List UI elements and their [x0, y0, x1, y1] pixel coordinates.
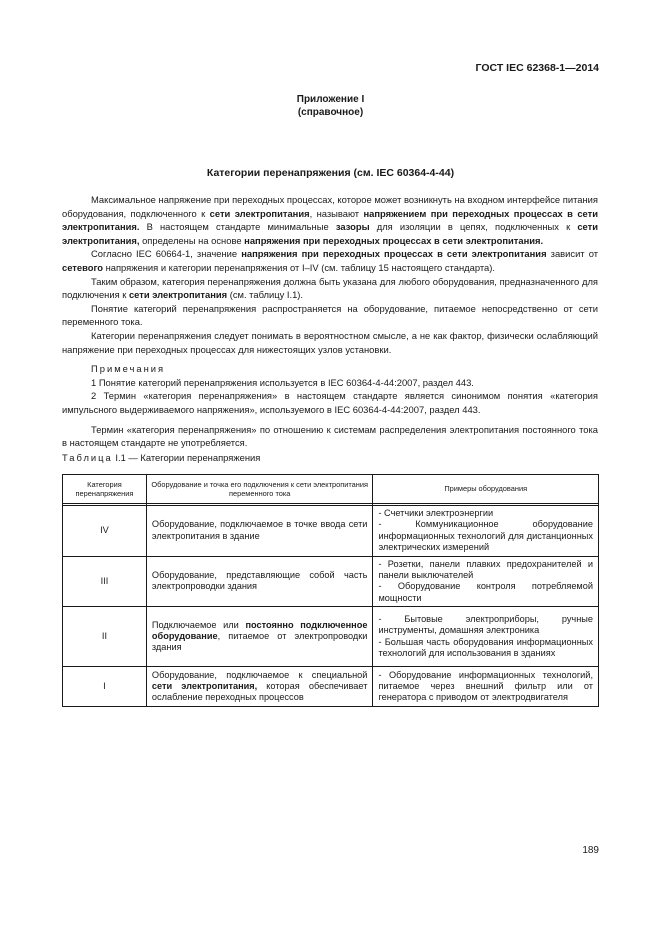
category-cell: III	[63, 556, 147, 607]
page-title: Категории перенапряжения (см. IEC 60364-4-44)	[206, 167, 455, 179]
table-row	[63, 506, 599, 557]
table-caption: Таблица I.1 — Категории перенапряжения	[62, 452, 261, 463]
note-2: 2 Термин «категория перенапряжения» в настоящем стандарте является синонимом понятия «категория импульсного выдерживаемого напряжения», используемого в IEC 60364-4-44:2007, раздел 443.	[62, 390, 598, 415]
body-text	[62, 193, 598, 450]
examples-cell: - Оборудование информационных технологий, питаемое через внешний фильтр или от генератора с приводом от электродвигателя	[373, 667, 599, 707]
table-header-row	[63, 475, 599, 504]
equipment-cell: Оборудование, подключаемое к специальной сети электропитания, которая обеспечивает ослабление переходных процессов	[146, 667, 373, 707]
page-number: 189	[582, 845, 599, 856]
paragraph-5: Категории перенапряжения следует понимать в вероятностном смысле, а не как фактор, физически ослабляющий напряжение при переходных процессах для нижестоящих узлов установки.	[62, 329, 598, 355]
category-cell: II	[63, 607, 147, 667]
standard-header: ГОСТ IEC 62368-1—2014	[475, 62, 599, 74]
note-1: 1 Понятие категорий перенапряжения используется в IEC 60364-4-44:2007, раздел 443.	[91, 376, 474, 388]
paragraph-1: Максимальное напряжение при переходных процессах, которое может возникнуть на входном интерфейсе питания оборудования, подключенного к сети электропитания, называют напряжением при переходных процессах в сети электропитания. В настоящем стандарте минимальные зазоры для изоляции в цепях, подключенных к сети электропитания, определены на основе напряжения при переходных процессах в сети электропитания.	[62, 194, 598, 246]
notes-heading: Примечания	[91, 363, 166, 375]
table-row	[63, 667, 599, 707]
category-cell: I	[63, 667, 147, 707]
equipment-cell: Оборудование, подключаемое в точке ввода сети электропитания в здание	[146, 506, 373, 557]
paragraph-3: Таким образом, категория перенапряжения должна быть указана для любого оборудования, предназначенного для подключения к сети электропитания (см. таблицу I.1).	[62, 275, 598, 301]
table-row	[63, 607, 599, 667]
paragraph-4: Понятие категорий перенапряжения распространяется на оборудование, питаемое непосредственно от сети переменного тока.	[62, 302, 598, 328]
paragraph-6: Термин «категория перенапряжения» по отношению к системам распределения электропитания постоянного тока в настоящем стандарте не употребляется.	[62, 423, 598, 449]
examples-cell: - Бытовые электроприборы, ручные инструменты, домашняя электроника - Большая часть оборудования информационных технологий для использования в зданиях	[373, 607, 599, 667]
equipment-cell: Оборудование, представляющие собой часть электропроводки здания	[146, 556, 373, 607]
examples-cell: - Розетки, панели плавких предохранителей и панели выключателей - Оборудование контроля потребляемой мощности	[373, 556, 599, 607]
table-row	[63, 556, 599, 607]
paragraph-2: Согласно IEC 60664-1, значение напряжения при переходных процессах в сети электропитания зависит от сетевого напряжения и категории перенапряжения от I–IV (см. таблицу 15 настоящего стандарта).	[62, 248, 598, 273]
header-equipment: Оборудование и точка его подключения к сети электропитания переменного тока	[146, 475, 373, 504]
appendix-heading	[0, 93, 661, 119]
overvoltage-category-table	[62, 474, 599, 707]
equipment-cell: Подключаемое или постоянно подключенное оборудование, питаемое от электропроводки здания	[146, 607, 373, 667]
category-cell: IV	[63, 506, 147, 557]
appendix-type: (справочное)	[297, 107, 364, 118]
examples-cell: - Счетчики электроэнергии - Коммуникационное оборудование информационных технологий для дистанционных электрических измерений	[373, 506, 599, 557]
appendix-name: Приложение I	[296, 94, 365, 105]
header-category: Категория перенапряжения	[63, 475, 147, 504]
header-examples: Примеры оборудования	[373, 475, 599, 504]
